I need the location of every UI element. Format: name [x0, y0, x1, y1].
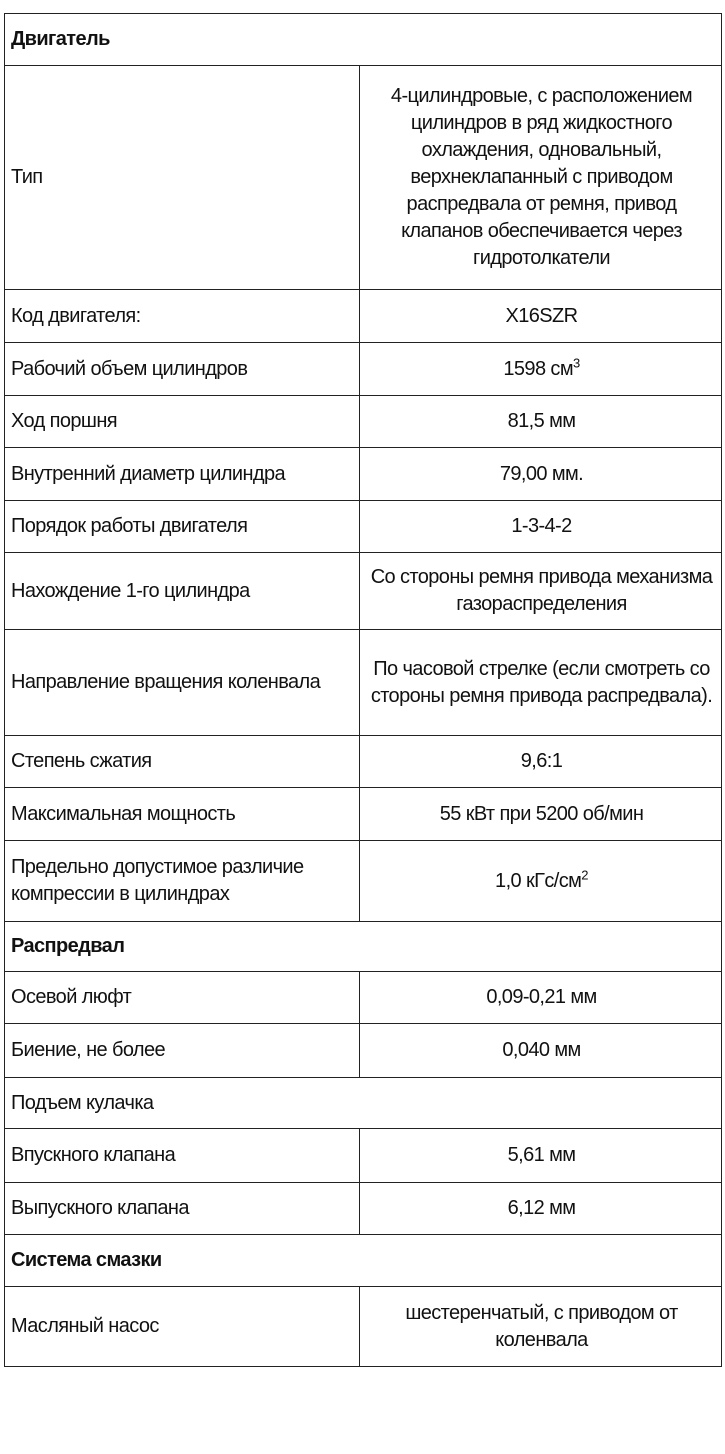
superscript: 3 — [572, 354, 580, 370]
spec-row — [5, 841, 722, 922]
spec-row — [5, 1024, 722, 1078]
param-label: Направление вращения коленвала — [5, 630, 360, 736]
spec-row — [5, 290, 722, 343]
section-header-row — [5, 14, 722, 66]
param-label: Осевой люфт — [5, 972, 360, 1024]
spec-row — [5, 736, 722, 788]
spec-row — [5, 1183, 722, 1235]
param-label: Код двигателя: — [5, 290, 360, 343]
spec-row — [5, 788, 722, 841]
param-label: Тип — [5, 66, 360, 290]
spec-row — [5, 1287, 722, 1367]
param-value: X16SZR — [360, 290, 722, 343]
engine-spec-table — [4, 13, 722, 1367]
param-value: 4-цилиндровые, с расположением цилиндров в ряд жидкостного охлаждения, одновальный, верхнеклапанный с приводом распредвала от ремня, привод клапанов обеспечивается через гидротолкатели — [360, 66, 722, 290]
param-value: 6,12 мм — [360, 1183, 722, 1235]
param-value: 9,6:1 — [360, 736, 722, 788]
spec-row — [5, 553, 722, 630]
param-label: Внутренний диаметр цилиндра — [5, 448, 360, 501]
spec-row — [5, 972, 722, 1024]
param-label: Максимальная мощность — [5, 788, 360, 841]
param-label: Масляный насос — [5, 1287, 360, 1367]
value-text: 1,0 кГс/см — [495, 869, 582, 892]
param-value — [360, 841, 722, 922]
param-label: Ход поршня — [5, 396, 360, 448]
param-value: шестеренчатый, с приводом от коленвала — [360, 1287, 722, 1367]
param-value: 81,5 мм — [360, 396, 722, 448]
param-value — [360, 343, 722, 396]
spec-row — [5, 66, 722, 290]
spec-row — [5, 1129, 722, 1183]
param-label: Выпускного клапана — [5, 1183, 360, 1235]
param-label: Нахождение 1-го цилиндра — [5, 553, 360, 630]
spec-row — [5, 343, 722, 396]
param-label: Предельно допустимое различие компрессии в цилиндрах — [5, 841, 360, 922]
section-title: Распредвал — [5, 922, 722, 972]
value-text: 1598 см — [503, 357, 573, 380]
spec-row — [5, 501, 722, 553]
spec-subheader-row — [5, 1078, 722, 1129]
param-value: 5,61 мм — [360, 1129, 722, 1183]
param-label: Порядок работы двигателя — [5, 501, 360, 553]
spec-row — [5, 630, 722, 736]
section-header-row — [5, 1235, 722, 1287]
spec-row — [5, 396, 722, 448]
param-label: Подъем кулачка — [5, 1078, 722, 1129]
section-title: Система смазки — [5, 1235, 722, 1287]
param-value: 0,040 мм — [360, 1024, 722, 1078]
param-value: По часовой стрелке (если смотреть со стороны ремня привода распредвала). — [360, 630, 722, 736]
param-value: 0,09-0,21 мм — [360, 972, 722, 1024]
section-title: Двигатель — [5, 14, 722, 66]
param-value: 79,00 мм. — [360, 448, 722, 501]
spec-row — [5, 448, 722, 501]
param-label: Биение, не более — [5, 1024, 360, 1078]
param-value: 55 кВт при 5200 об/мин — [360, 788, 722, 841]
param-value: 1-3-4-2 — [360, 501, 722, 553]
superscript: 2 — [581, 866, 588, 882]
param-label: Степень сжатия — [5, 736, 360, 788]
param-value: Со стороны ремня привода механизма газораспределения — [360, 553, 722, 630]
param-label: Впускного клапана — [5, 1129, 360, 1183]
section-header-row — [5, 922, 722, 972]
param-label: Рабочий объем цилиндров — [5, 343, 360, 396]
